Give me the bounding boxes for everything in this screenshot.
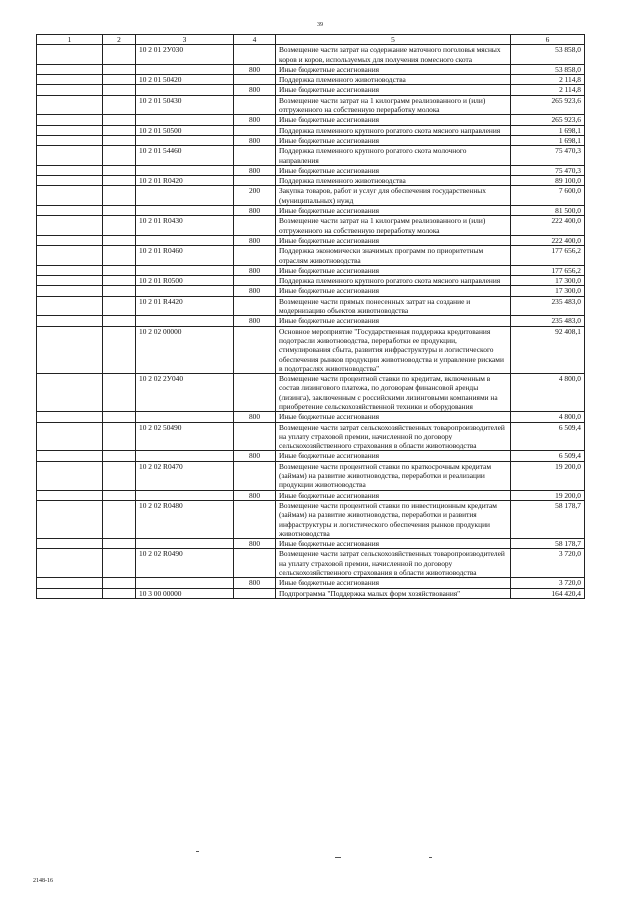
target-article-code [136,490,234,500]
empty-cell [103,135,136,145]
empty-cell [37,451,103,461]
item-name: Иные бюджетные ассигнования [276,490,511,500]
expense-type-code [234,95,276,115]
amount-value: 235 483,0 [511,296,585,316]
empty-cell [37,135,103,145]
column-header: 3 [136,35,234,45]
target-article-code [136,316,234,326]
expense-type-code: 800 [234,85,276,95]
empty-cell [37,412,103,422]
target-article-code [136,115,234,125]
empty-cell [103,85,136,95]
expense-type-code [234,125,276,135]
amount-value: 265 923,6 [511,95,585,115]
item-name: Иные бюджетные ассигнования [276,165,511,175]
amount-value: 81 500,0 [511,206,585,216]
item-name: Поддержка племенного крупного рогатого скота мясного направления [276,276,511,286]
item-name: Возмещение части затрат сельскохозяйственных товаропроизводителей на уплату страховой премии, начисленной по договору сельскохозяйственного страхования в области животноводства [276,422,511,451]
item-name: Поддержка племенного крупного рогатого скота мясного направления [276,125,511,135]
column-header: 4 [234,35,276,45]
target-article-code: 10 2 02 R0470 [136,461,234,490]
empty-cell [103,75,136,85]
empty-cell [103,235,136,245]
target-article-code [136,412,234,422]
table-row [37,588,585,598]
expense-type-code: 800 [234,286,276,296]
empty-cell [103,265,136,275]
empty-cell [37,235,103,245]
empty-cell [37,276,103,286]
amount-value: 89 100,0 [511,176,585,186]
item-name: Возмещение части затрат на 1 килограмм реализованного и (или) отгруженного на собственную переработку молока [276,95,511,115]
item-name: Иные бюджетные ассигнования [276,85,511,95]
empty-cell [37,125,103,135]
scan-speck [196,851,199,852]
item-name: Иные бюджетные ассигнования [276,135,511,145]
amount-value: 75 470,3 [511,146,585,166]
item-name: Поддержка племенного животноводства [276,176,511,186]
expense-type-code [234,276,276,286]
empty-cell [37,85,103,95]
item-name: Иные бюджетные ассигнования [276,206,511,216]
item-name: Возмещение части прямых понесенных затрат на создание и модернизацию объектов животноводства [276,296,511,316]
item-name: Иные бюджетные ассигнования [276,316,511,326]
item-name: Поддержка племенного животноводства [276,75,511,85]
target-article-code [136,578,234,588]
empty-cell [37,316,103,326]
expense-type-code: 800 [234,115,276,125]
empty-cell [103,422,136,451]
expense-type-code: 800 [234,235,276,245]
amount-value: 19 200,0 [511,461,585,490]
expense-type-code [234,216,276,236]
empty-cell [103,45,136,65]
target-article-code: 10 2 01 2У030 [136,45,234,65]
target-article-code [136,135,234,145]
target-article-code [136,186,234,206]
amount-value: 7 600,0 [511,186,585,206]
item-name: Иные бюджетные ассигнования [276,539,511,549]
empty-cell [103,296,136,316]
target-article-code [136,235,234,245]
target-article-code: 10 2 02 2У040 [136,374,234,412]
target-article-code: 10 2 01 50500 [136,125,234,135]
table-row [37,64,585,74]
document-code: 2148-16 [33,878,53,884]
empty-cell [37,588,103,598]
amount-value: 92 408,1 [511,326,585,373]
amount-value: 1 698,1 [511,125,585,135]
empty-cell [37,75,103,85]
table-row [37,146,585,166]
expense-type-code: 800 [234,265,276,275]
empty-cell [37,374,103,412]
table-row [37,549,585,578]
empty-cell [37,490,103,500]
target-article-code: 10 3 00 00000 [136,588,234,598]
amount-value: 75 470,3 [511,165,585,175]
amount-value: 222 400,0 [511,235,585,245]
empty-cell [103,146,136,166]
empty-cell [103,95,136,115]
item-name: Возмещение части процентной ставки по кредитам, включенным в состав лизингового платежа, по договорам финансовой аренды (лизинга), заключенным с российскими лизинговыми компаниями на приобретение сельскохозяйственной техники и оборудования [276,374,511,412]
amount-value: 6 509,4 [511,422,585,451]
table-row [37,186,585,206]
expense-type-code: 800 [234,64,276,74]
empty-cell [37,265,103,275]
expense-type-code: 800 [234,578,276,588]
amount-value: 164 420,4 [511,588,585,598]
expense-type-code: 800 [234,316,276,326]
target-article-code: 10 2 01 50420 [136,75,234,85]
empty-cell [103,165,136,175]
item-name: Поддержка экономически значимых программ по приоритетным отраслям животноводства [276,246,511,266]
empty-cell [37,95,103,115]
expense-type-code [234,246,276,266]
table-row [37,412,585,422]
empty-cell [103,549,136,578]
expense-type-code [234,588,276,598]
target-article-code [136,451,234,461]
empty-cell [37,549,103,578]
empty-cell [37,246,103,266]
table-row [37,216,585,236]
empty-cell [37,500,103,538]
target-article-code [136,286,234,296]
empty-cell [103,588,136,598]
table-row [37,578,585,588]
table-row [37,286,585,296]
amount-value: 4 800,0 [511,374,585,412]
target-article-code: 10 2 01 R0500 [136,276,234,286]
amount-value: 177 656,2 [511,265,585,275]
table-row [37,265,585,275]
column-header: 5 [276,35,511,45]
item-name: Возмещение части процентной ставки по краткосрочным кредитам (займам) на развитие животноводства, переработки и реализации продукции животноводства [276,461,511,490]
empty-cell [37,216,103,236]
empty-cell [37,165,103,175]
column-header: 6 [511,35,585,45]
table-row [37,451,585,461]
amount-value: 58 178,7 [511,539,585,549]
expense-type-code: 800 [234,539,276,549]
table-row [37,165,585,175]
table-row [37,539,585,549]
expense-type-code: 800 [234,206,276,216]
target-article-code [136,64,234,74]
item-name: Возмещение части процентной ставки по инвестиционным кредитам (займам) на развитие животноводства, переработки и развития инфраструктуры и логистического обеспечения рынков продукции животноводства [276,500,511,538]
empty-cell [103,176,136,186]
target-article-code: 10 2 02 00000 [136,326,234,373]
expense-type-code: 800 [234,490,276,500]
empty-cell [103,206,136,216]
amount-value: 58 178,7 [511,500,585,538]
amount-value: 3 720,0 [511,578,585,588]
item-name: Иные бюджетные ассигнования [276,265,511,275]
item-name: Возмещение части затрат на 1 килограмм реализованного и (или) отгруженного на собственную переработку молока [276,216,511,236]
table-row [37,374,585,412]
target-article-code: 10 2 01 R0420 [136,176,234,186]
empty-cell [37,461,103,490]
amount-value: 2 114,8 [511,75,585,85]
table-row [37,500,585,538]
item-name: Возмещение части затрат на содержание маточного поголовья мясных коров и коров, используемых для получения помесного скота [276,45,511,65]
empty-cell [103,374,136,412]
empty-cell [37,146,103,166]
expense-type-code: 800 [234,165,276,175]
table-row [37,296,585,316]
scan-speck [335,857,341,858]
item-name: Иные бюджетные ассигнования [276,235,511,245]
empty-cell [37,115,103,125]
item-name: Иные бюджетные ассигнования [276,451,511,461]
expense-type-code [234,549,276,578]
amount-value: 53 858,0 [511,45,585,65]
expense-type-code [234,176,276,186]
table-row [37,115,585,125]
column-header: 1 [37,35,103,45]
empty-cell [103,500,136,538]
table-row [37,422,585,451]
empty-cell [103,115,136,125]
page-number: 39 [317,22,323,28]
amount-value: 4 800,0 [511,412,585,422]
table-row [37,235,585,245]
item-name: Закупка товаров, работ и услуг для обеспечения государственных (муниципальных) нужд [276,186,511,206]
amount-value: 222 400,0 [511,216,585,236]
empty-cell [37,286,103,296]
empty-cell [103,578,136,588]
empty-cell [103,286,136,296]
empty-cell [37,206,103,216]
table-row [37,125,585,135]
empty-cell [103,539,136,549]
expense-type-code [234,461,276,490]
target-article-code [136,539,234,549]
table-row [37,176,585,186]
empty-cell [103,186,136,206]
target-article-code [136,165,234,175]
item-name: Иные бюджетные ассигнования [276,64,511,74]
table-row [37,85,585,95]
empty-cell [103,64,136,74]
empty-cell [37,186,103,206]
empty-cell [37,64,103,74]
target-article-code [136,85,234,95]
empty-cell [37,296,103,316]
expense-type-code [234,296,276,316]
target-article-code [136,265,234,275]
amount-value: 3 720,0 [511,549,585,578]
item-name: Иные бюджетные ассигнования [276,578,511,588]
table-row [37,316,585,326]
target-article-code: 10 2 01 R0430 [136,216,234,236]
amount-value: 6 509,4 [511,451,585,461]
expense-type-code [234,326,276,373]
table-row [37,95,585,115]
expense-type-code [234,75,276,85]
target-article-code: 10 2 02 R0480 [136,500,234,538]
empty-cell [37,45,103,65]
amount-value: 17 300,0 [511,286,585,296]
item-name: Иные бюджетные ассигнования [276,412,511,422]
empty-cell [103,461,136,490]
item-name: Иные бюджетные ассигнования [276,286,511,296]
empty-cell [103,316,136,326]
target-article-code [136,206,234,216]
table-row [37,75,585,85]
empty-cell [103,216,136,236]
item-name: Поддержка племенного крупного рогатого скота молочного направления [276,146,511,166]
expense-type-code: 800 [234,451,276,461]
empty-cell [37,539,103,549]
expense-type-code: 800 [234,135,276,145]
amount-value: 235 483,0 [511,316,585,326]
target-article-code: 10 2 01 R0460 [136,246,234,266]
amount-value: 19 200,0 [511,490,585,500]
amount-value: 265 923,6 [511,115,585,125]
amount-value: 53 858,0 [511,64,585,74]
empty-cell [103,451,136,461]
empty-cell [103,125,136,135]
expense-type-code [234,146,276,166]
expense-type-code [234,500,276,538]
table-header-row [37,35,585,45]
expense-type-code [234,374,276,412]
target-article-code: 10 2 01 54460 [136,146,234,166]
expense-type-code: 200 [234,186,276,206]
table-row [37,246,585,266]
item-name: Основное мероприятие "Государственная поддержка кредитования подотрасли животноводства, переработки ее продукции, стимулирования сбыта, развития инфраструктуры и логистического обеспечения рынков продукции животноводства и управление рисками в подотраслях животноводства" [276,326,511,373]
empty-cell [37,422,103,451]
amount-value: 1 698,1 [511,135,585,145]
empty-cell [103,276,136,286]
empty-cell [103,490,136,500]
target-article-code: 10 2 01 R4420 [136,296,234,316]
table-row [37,461,585,490]
budget-table [36,34,585,599]
amount-value: 177 656,2 [511,246,585,266]
empty-cell [37,326,103,373]
target-article-code: 10 2 01 50430 [136,95,234,115]
amount-value: 2 114,8 [511,85,585,95]
empty-cell [103,326,136,373]
item-name: Подпрограмма "Поддержка малых форм хозяйствования" [276,588,511,598]
item-name: Иные бюджетные ассигнования [276,115,511,125]
expense-type-code [234,422,276,451]
table-row [37,206,585,216]
column-header: 2 [103,35,136,45]
table-row [37,326,585,373]
table-row [37,490,585,500]
amount-value: 17 300,0 [511,276,585,286]
expense-type-code: 800 [234,412,276,422]
empty-cell [103,412,136,422]
empty-cell [103,246,136,266]
table-row [37,45,585,65]
table-row [37,135,585,145]
empty-cell [37,176,103,186]
empty-cell [37,578,103,588]
target-article-code: 10 2 02 R0490 [136,549,234,578]
target-article-code: 10 2 02 50490 [136,422,234,451]
scan-speck [429,857,432,858]
item-name: Возмещение части затрат сельскохозяйственных товаропроизводителей на уплату страховой премии, начисленной по договору сельскохозяйственного страхования в области животноводства [276,549,511,578]
table-row [37,276,585,286]
expense-type-code [234,45,276,65]
